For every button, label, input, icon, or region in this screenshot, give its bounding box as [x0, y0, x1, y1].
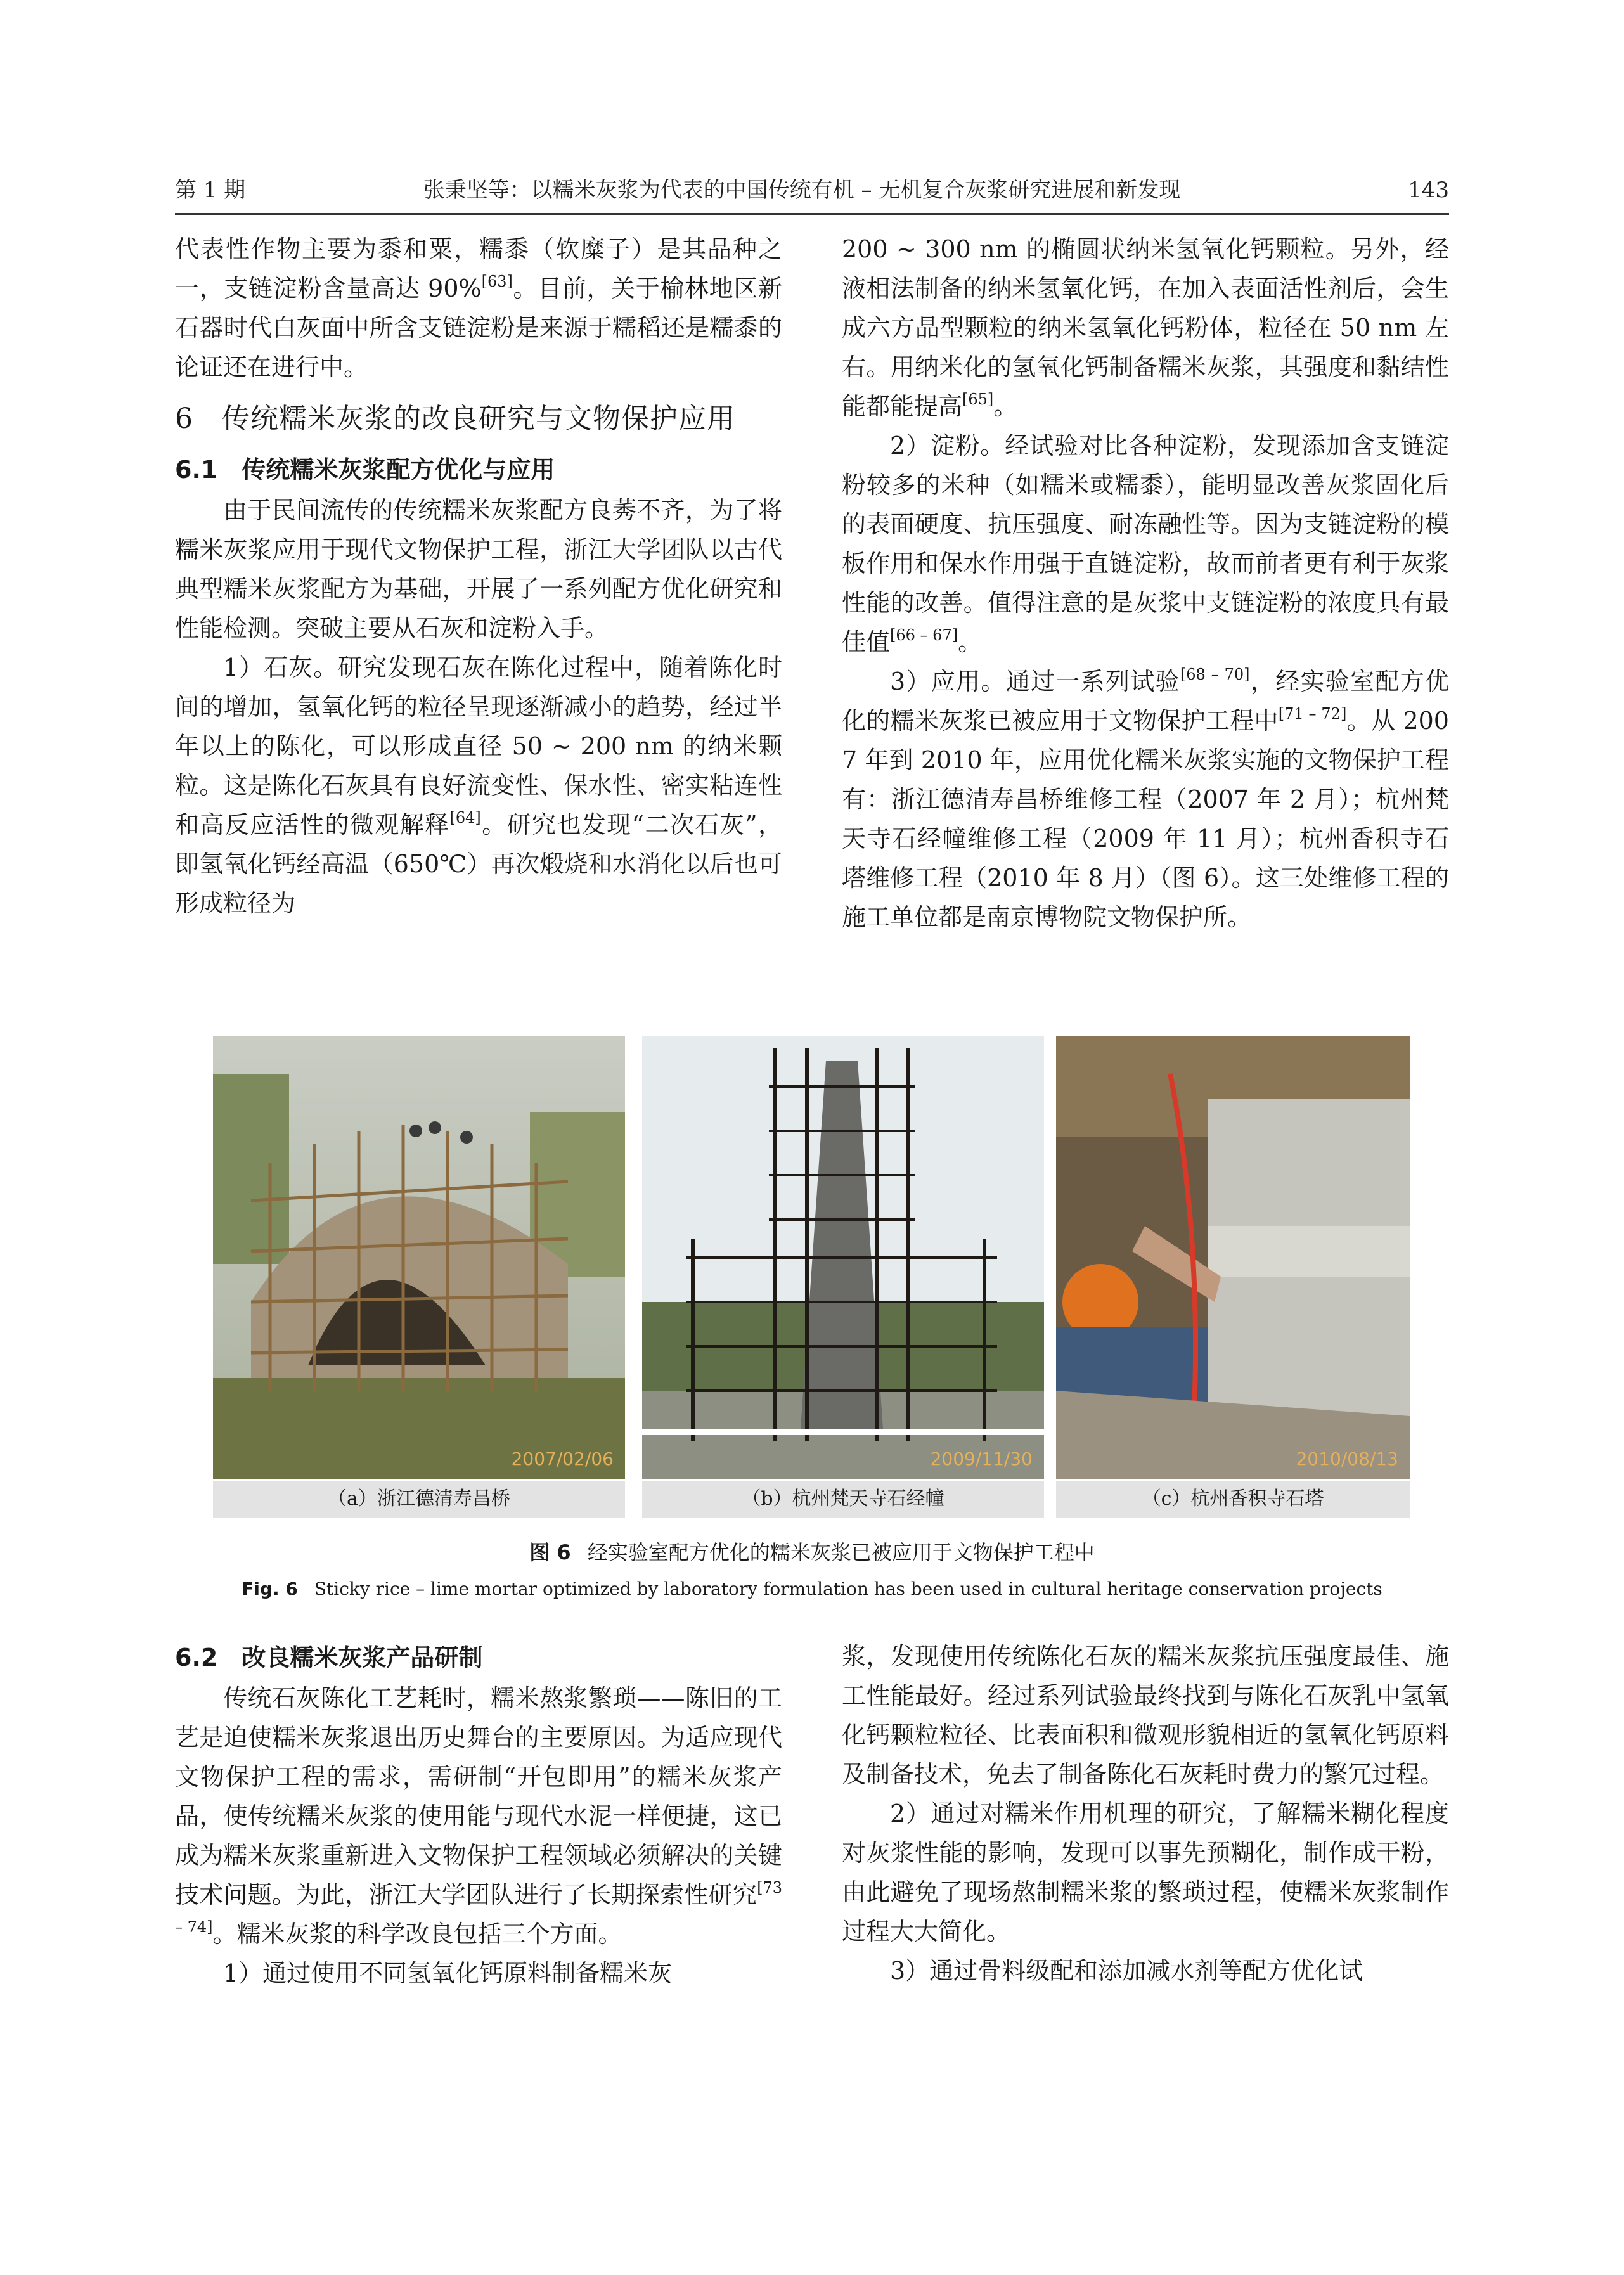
photo-date-stamp: 2007/02/06: [511, 1448, 614, 1469]
citation[interactable]: [65]: [962, 390, 994, 408]
paragraph: 浆，发现使用传统陈化石灰的糯米灰浆抗压强度最佳、施工性能最好。经过系列试验最终找到与陈化石灰乳中氢氧化钙颗粒粒径、比表面积和微观形貌相近的氢氧化钙原料及制备技术，免去了制备陈化石灰耗时费力的繁冗过程。: [842, 1642, 1449, 1788]
column-top-left: [175, 229, 782, 923]
paragraph: 3）通过骨料级配和添加减水剂等配方优化试: [890, 1957, 1363, 1985]
photo-bridge-scaffolding: [213, 1036, 625, 1479]
subsection-heading-6-1: 6.1 传统糯米灰浆配方优化与应用: [175, 456, 555, 484]
photo-stone-tower-repair: [1056, 1036, 1410, 1479]
paragraph: 200 ~ 300 nm 的椭圆状纳米氢氧化钙颗粒。另外，经液相法制备的纳米氢氧化钙，在加入表面活性剂后，会生成六方晶型颗粒的纳米氢氧化钙粉体，粒径在 50 nm 左右。用纳米化的氢氧化钙制备糯米灰浆，其强度和黏结性能都能提高[65]。: [842, 235, 1449, 420]
paragraph: 由于民间流传的传统糯米灰浆配方良莠不齐，为了将糯米灰浆应用于现代文物保护工程，浙江大学团队以古代典型糯米灰浆配方为基础，开展了一系列配方优化研究和性能检测。突破主要从石灰和淀粉入手。: [175, 496, 782, 642]
paragraph: 1）石灰。研究发现石灰在陈化过程中，随着陈化时间的增加，氢氧化钙的粒径呈现逐渐减小的趋势，经过半年以上的陈化，可以形成直径 50 ~ 200 nm 的纳米颗粒。这是陈化石灰具有良好流变性、保水性、密实粘连性和高反应活性的微观解释[64]。研究也发现“二次石灰”，即氢氧化钙经高温（650℃）再次煅烧和水消化以后也可形成粒径为: [175, 654, 782, 917]
citation[interactable]: [71 – 72]: [1278, 705, 1347, 723]
photo-pagoda-scaffolding: [642, 1036, 1044, 1479]
figure-caption-zh: 图 6 经实验室配方优化的糯米灰浆已被应用于文物保护工程中: [529, 1540, 1095, 1564]
journal-issue: 第 1 期: [175, 177, 246, 203]
paragraph: 2）通过对糯米作用机理的研究，了解糯米糊化程度对灰浆性能的影响，发现可以事先预糊化，制作成干粉，由此避免了现场熬制糯米浆的繁琐过程，使糯米灰浆制作过程大大简化。: [842, 1800, 1449, 1945]
header-rule: [175, 213, 1449, 215]
citation[interactable]: [73 – 74]: [175, 1879, 782, 1936]
citation[interactable]: [64]: [449, 809, 481, 827]
citation[interactable]: [66 – 67]: [890, 626, 958, 644]
column-bottom-right: [842, 1637, 1449, 1990]
column-top-right: [842, 229, 1449, 937]
paragraph: 3）应用。通过一系列试验[68 – 70]，经实验室配方优化的糯米灰浆已被应用于文物保护工程中[71 – 72]。从 2007 年到 2010 年，应用优化糯米灰浆实施的文物保护工程有：浙江德清寿昌桥维修工程（2007 年 2 月）；杭州梵天寺石经幢维修工程（2009 年 11 月）；杭州香积寺石塔维修工程（2010 年 8 月）（图 6）。这三处维修工程的施工单位都是南京博物院文物保护所。: [842, 666, 1449, 931]
subfigure-caption-c: （c）杭州香积寺石塔: [1056, 1481, 1410, 1518]
paragraph: 1）通过使用不同氢氧化钙原料制备糯米灰: [223, 1959, 673, 1987]
figure-caption-en: Fig. 6 Sticky rice – lime mortar optimized by laboratory formulation has been used in cultural heritage conservation projects: [242, 1578, 1382, 1599]
citation[interactable]: [63]: [481, 273, 513, 290]
paragraph: 代表性作物主要为黍和粟，糯黍（软糜子）是其品种之一，支链淀粉含量高达 90%[63]。目前，关于榆林地区新石器时代白灰面中所含支链淀粉是来源于糯稻还是糯黍的论证还在进行中。: [175, 235, 782, 381]
subfigure-caption-b: （b）杭州梵天寺石经幢: [642, 1481, 1044, 1518]
subsection-heading-6-2: 6.2 改良糯米灰浆产品研制: [175, 1644, 483, 1672]
citation[interactable]: [68 – 70]: [1180, 666, 1250, 683]
paragraph: 传统石灰陈化工艺耗时，糯米熬浆繁琐——陈旧的工艺是迫使糯米灰浆退出历史舞台的主要原因。为适应现代文物保护工程的需求，需研制“开包即用”的糯米灰浆产品，使传统糯米灰浆的使用能与现代水泥一样便捷，这已成为糯米灰浆重新进入文物保护工程领域必须解决的关键技术问题。为此，浙江大学团队进行了长期探索性研究[73 – 74]。糯米灰浆的科学改良包括三个方面。: [175, 1684, 782, 1948]
running-title: 张秉坚等：以糯米灰浆为代表的中国传统有机 – 无机复合灰浆研究进展和新发现: [423, 177, 1181, 203]
photo-date-stamp: 2010/08/13: [1296, 1448, 1398, 1469]
photo-date-stamp: 2009/11/30: [930, 1448, 1033, 1469]
paragraph: 2）淀粉。经试验对比各种淀粉，发现添加含支链淀粉较多的米种（如糯米或糯黍），能明显改善灰浆固化后的表面硬度、抗压强度、耐冻融性等。因为支链淀粉的模板作用和保水作用强于直链淀粉，故而前者更有利于灰浆性能的改善。值得注意的是灰浆中支链淀粉的浓度具有最佳值[66 – 67]。: [842, 432, 1449, 656]
subfigure-caption-a: （a）浙江德清寿昌桥: [213, 1481, 625, 1518]
page-number: 143: [1408, 177, 1449, 203]
column-bottom-left: [175, 1637, 782, 1993]
section-heading-6: 6 传统糯米灰浆的改良研究与文物保护应用: [175, 403, 735, 435]
